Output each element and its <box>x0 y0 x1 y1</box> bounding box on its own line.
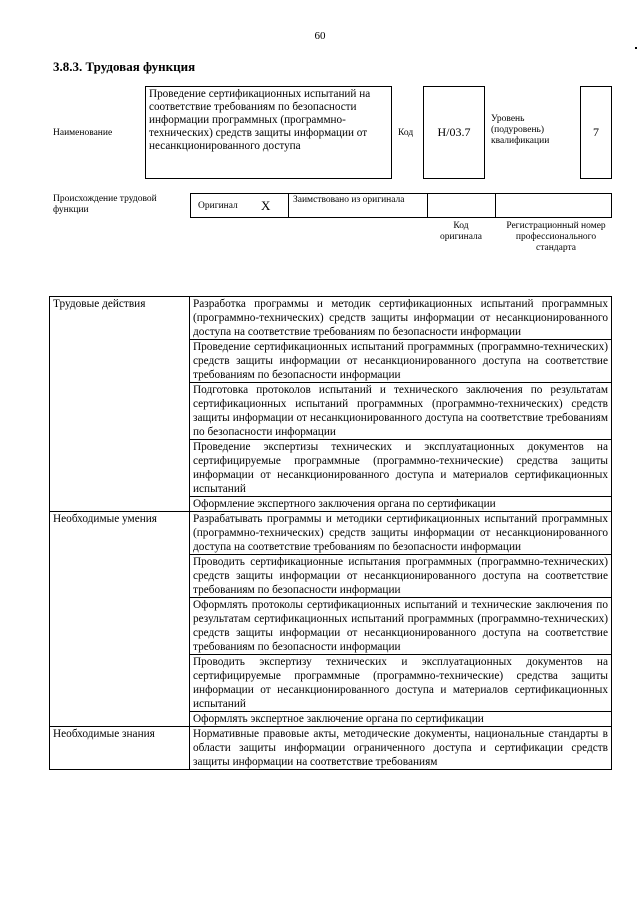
code-value: Н/03.7 <box>437 125 471 139</box>
list-item: Подготовка протоколов испытаний и технического заключения по результатам сертификационных испытаний программных (программно-технических) средств защиты информации от несанкционированного доступа на соответствие требованиям по безопасности информации <box>190 383 612 440</box>
section-title: 3.8.3. Трудовая функция <box>53 59 196 74</box>
original-label: Оригинал <box>198 201 238 211</box>
list-item: Проводить экспертизу технических и эксплуатационных документов на сертифицируемые программные (программно-технические) средства защиты информации от несанкционированного доступа и материалов сертификационных испытаний <box>190 655 612 712</box>
table-row <box>50 512 612 555</box>
section-label-actions: Трудовые действия <box>50 297 190 512</box>
origin-divider-1 <box>288 194 289 217</box>
list-item: Оформление экспертного заключения органа по сертификации <box>190 497 612 512</box>
list-item: Разработка программы и методик сертификационных испытаний программных (программно-технических) средств защиты информации от несанкционированного доступа на соответствие требованиям по безопасности информации <box>190 297 612 340</box>
code-box <box>423 86 485 179</box>
origin-divider-2 <box>427 194 428 217</box>
code-label: Код <box>398 128 414 138</box>
scan-dot <box>635 47 637 49</box>
level-label: Уровень (подуровень) квалификации <box>491 114 550 146</box>
origin-divider-3 <box>495 194 496 217</box>
reg-num-caption: Регистрационный номер профессионального стандарта <box>506 221 606 253</box>
level-value: 7 <box>593 125 599 139</box>
table-row <box>50 727 612 770</box>
name-label: Наименование <box>53 128 113 138</box>
function-table <box>49 296 612 770</box>
list-item: Оформлять экспертное заключение органа по сертификации <box>190 712 612 727</box>
list-item: Разрабатывать программы и методики сертификационных испытаний программных (программно-технических) средств защиты информации от несанкционированного доступа на соответствие требованиям по безопасности информации <box>190 512 612 555</box>
original-mark: X <box>261 198 271 213</box>
code-orig-caption: Код оригинала <box>440 221 482 242</box>
name-value: Проведение сертификационных испытаний на соответствие требованиям по безопасности информации программных (программно-технических) средств защиты информации от несанкционированного доступа <box>145 86 392 179</box>
table-row <box>50 297 612 340</box>
list-item: Оформлять протоколы сертификационных испытаний и технические заключения по результатам сертификационных испытаний программных (программно-технических) средств защиты информации от несанкционированного доступа на соответствие требованиям по безопасности информации <box>190 598 612 655</box>
origin-box <box>190 193 612 218</box>
page-number: 60 <box>314 30 326 42</box>
level-box <box>580 86 612 179</box>
list-item: Проведение сертификационных испытаний программных (программно-технических) средств защиты информации от несанкционированного доступа на соответствие требованиям по безопасности информации <box>190 340 612 383</box>
borrowed-label: Заимствовано из оригинала <box>293 195 405 205</box>
list-item: Нормативные правовые акты, методические документы, национальные стандарты в области защиты информации ограниченного доступа и сертификации средств защиты информации на соответствие требованиям <box>190 727 612 770</box>
list-item: Проведение экспертизы технических и эксплуатационных документов на сертифицируемые программные (программно-технические) средства защиты информации от несанкционированного доступа и материалов сертификационных испытаний <box>190 440 612 497</box>
section-label-skills: Необходимые умения <box>50 512 190 727</box>
list-item: Проводить сертификационные испытания программных (программно-технических) средств защиты информации от несанкционированного доступа на соответствие требованиям по безопасности информации <box>190 555 612 598</box>
origin-label: Происхождение трудовой функции <box>53 194 157 215</box>
section-label-knowledge: Необходимые знания <box>50 727 190 770</box>
